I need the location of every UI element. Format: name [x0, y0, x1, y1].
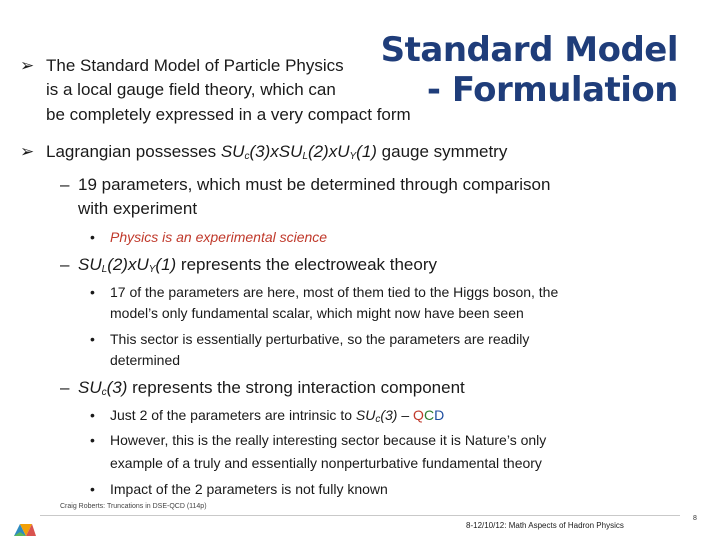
- footer-conference: 8-12/10/12: Math Aspects of Hadron Physics: [466, 521, 624, 530]
- footer-author: Craig Roberts: Truncations in DSE-QCD (114p): [60, 503, 207, 510]
- bullet-text-line: model’s only fundamental scalar, which might now have been seen: [110, 305, 524, 321]
- bullet-text-line: However, this is the really interesting sector because it is Nature’s only: [110, 432, 547, 448]
- institution-logo-icon: [10, 520, 38, 538]
- bullet-text-line: is a local gauge field theory, which can: [46, 80, 336, 99]
- qcd-letter-d: D: [434, 407, 445, 423]
- arrow-bullet-icon: ➢: [20, 142, 35, 161]
- bullet-text-line: example of a truly and essentially nonperturbative fundamental theory: [110, 455, 542, 471]
- dash-bullet-icon: –: [60, 378, 70, 397]
- footer-divider: [40, 515, 680, 516]
- bullet-text-line: determined: [110, 352, 181, 368]
- bullet-text-line: Physics is an experimental science: [110, 229, 328, 245]
- bullet-text-line: be completely expressed in a very compact form: [46, 105, 411, 124]
- bullet-text-line: This sector is essentially perturbative, so the parameters are readily: [110, 331, 530, 347]
- dot-bullet-icon: •: [90, 229, 95, 245]
- dot-bullet-icon: •: [90, 284, 95, 300]
- bullet-text-line: $SU_c(3)$ represents the strong interaction component: [78, 378, 465, 398]
- dot-bullet-icon: •: [90, 481, 95, 497]
- dot-bullet-icon: •: [90, 331, 95, 347]
- bullet-text-line: The Standard Model of Particle Physics: [46, 56, 344, 75]
- dot-bullet-icon: •: [90, 407, 95, 423]
- bullet-text-line: Just 2 of the parameters are intrinsic to $SU_c(3)$ – QCD: [110, 407, 445, 425]
- title-line-1: Standard Model: [380, 30, 678, 70]
- dot-bullet-icon: •: [90, 432, 95, 448]
- bullet-text-line: 17 of the parameters are here, most of them tied to the Higgs boson, the: [110, 284, 559, 300]
- bullet-text-line: 19 parameters, which must be determined through comparison: [78, 175, 551, 194]
- bullet-text-line: Lagrangian possesses $SU_c(3)xSU_L(2)xU_Y(1)$ gauge symmetry: [46, 142, 508, 162]
- dash-bullet-icon: –: [60, 255, 70, 274]
- bullet-text-line: with experiment: [78, 199, 198, 218]
- qcd-letter-q: Q: [413, 407, 424, 423]
- slide-title: [378, 30, 678, 110]
- qcd-letter-c: C: [423, 407, 435, 423]
- title-line-2: - Formulation: [426, 70, 678, 110]
- bullet-text-line: Impact of the 2 parameters is not fully known: [110, 481, 388, 497]
- bullet-text-line: $SU_L(2)xU_Y(1)$ represents the electroweak theory: [78, 255, 438, 275]
- arrow-bullet-icon: ➢: [20, 56, 35, 75]
- dash-bullet-icon: –: [60, 175, 70, 194]
- page-number: 8: [693, 515, 697, 522]
